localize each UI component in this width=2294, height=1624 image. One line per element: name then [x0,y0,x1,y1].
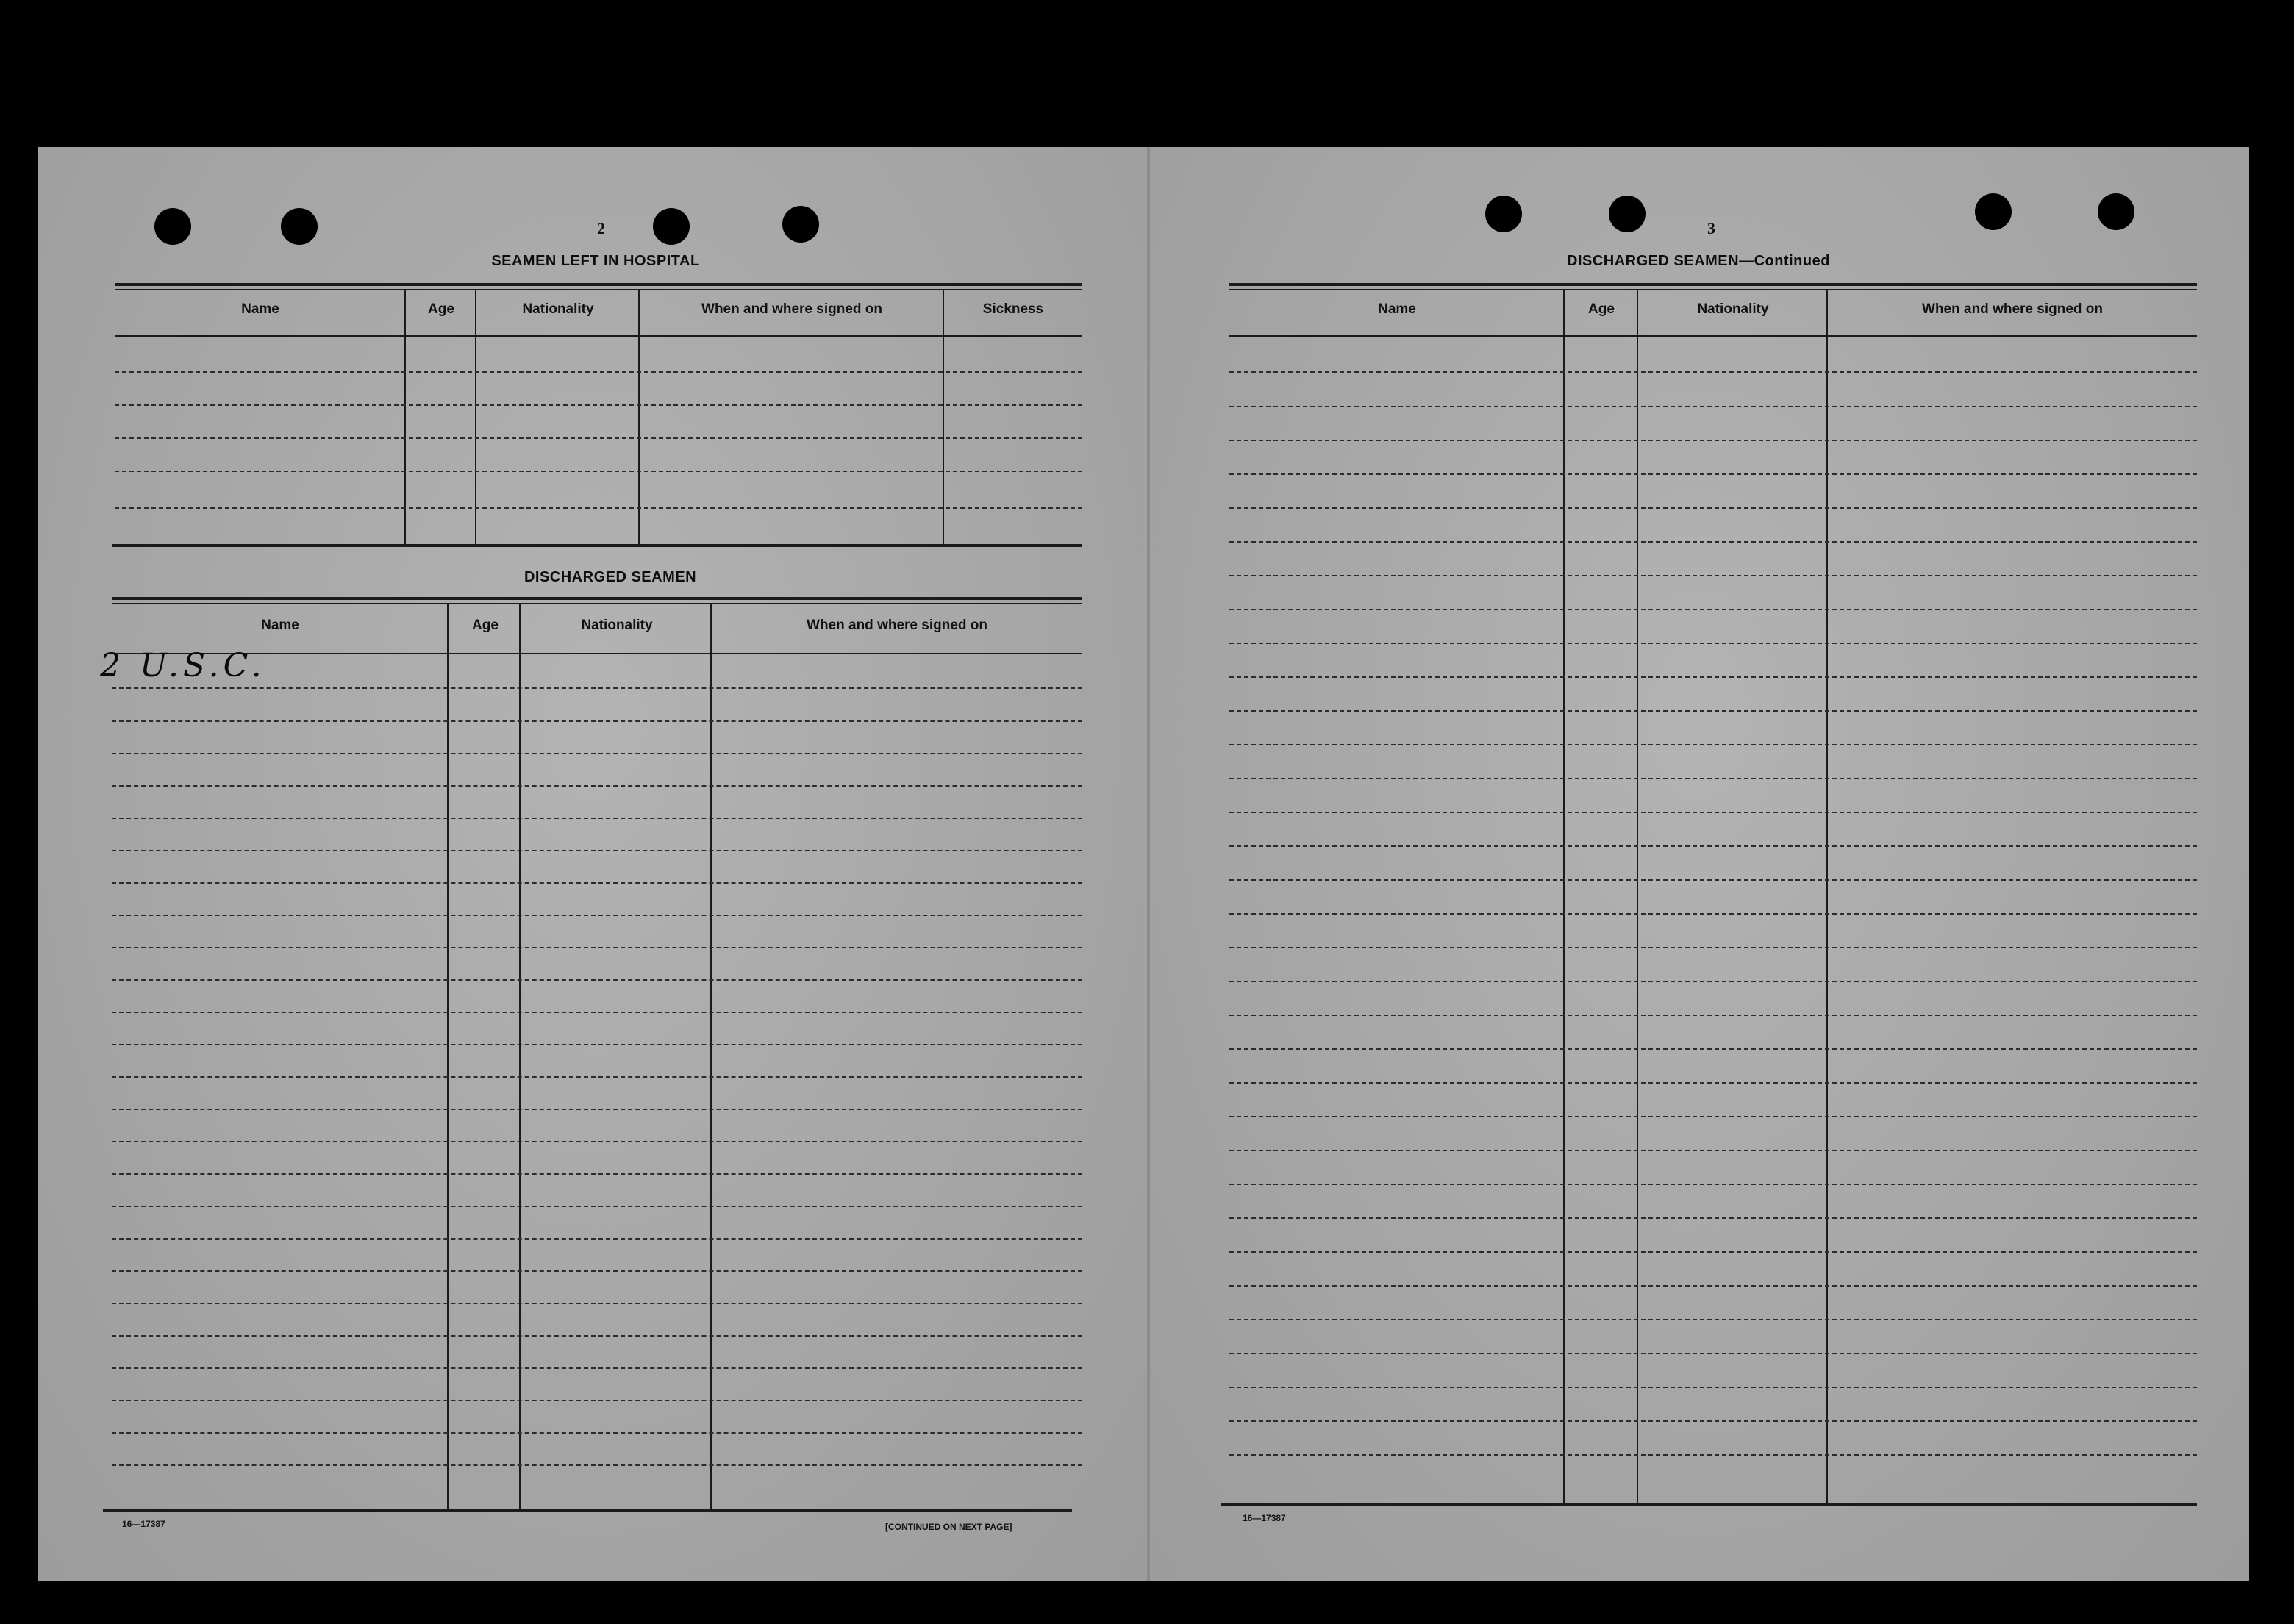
punch-hole [1975,193,2012,230]
punch-hole [2098,193,2134,230]
table-row [1229,1319,2197,1320]
column-divider [519,603,521,1509]
table-row [1229,812,2197,813]
punch-hole [281,208,318,245]
bottom-rule [1221,1503,2197,1506]
table-row [1229,1251,2197,1253]
table-row [112,687,1082,689]
table-row [1229,845,2197,847]
right-page [1148,147,2249,1581]
column-divider [1563,289,1565,1503]
table-row [1229,1454,2197,1456]
table-row [1229,947,2197,948]
table-row [1229,1048,2197,1050]
rule [1229,289,2197,290]
table-row [1229,1387,2197,1388]
table-row [115,437,1082,439]
table-row [112,1109,1082,1110]
column-header-nationality: Nationality [522,301,594,317]
column-header-name: Name [1378,301,1416,317]
table-row [112,1012,1082,1013]
table-row [1229,507,2197,509]
table-row [1229,778,2197,779]
rule [115,289,1082,290]
punch-hole [782,206,819,243]
bleed-through-shadow [176,265,1059,485]
header-rule [1229,335,2197,337]
table-row [1229,676,2197,678]
table-row [112,720,1082,722]
table-row [1229,406,2197,407]
table-row [1229,575,2197,576]
table-row [1229,1150,2197,1151]
table-row [115,471,1082,472]
table-row [112,947,1082,948]
table-row [112,1270,1082,1272]
table-row [112,1432,1082,1434]
table-row [1229,1184,2197,1185]
table-row [1229,1082,2197,1084]
table-row [112,1206,1082,1207]
column-header-signed-on: When and where signed on [1922,301,2103,317]
column-divider [447,603,449,1509]
table-row [112,1464,1082,1466]
table-row [1229,879,2197,881]
table-row [112,1044,1082,1045]
table-row [1229,643,2197,644]
punch-hole [653,208,690,245]
table-row [112,850,1082,851]
table-row [112,1173,1082,1175]
table-row [115,507,1082,509]
table-row [112,818,1082,819]
table-row [112,1303,1082,1304]
form-number: 16—17387 [1243,1513,1286,1523]
column-header-nationality: Nationality [581,618,653,633]
column-divider [1637,289,1638,1503]
table-row [1229,440,2197,441]
page-fold [1147,147,1150,1581]
table-row [115,371,1082,373]
hospital-section-title: SEAMEN LEFT IN HOSPITAL [491,253,700,269]
rule [112,597,1082,600]
table-row [1229,1015,2197,1016]
column-header-age: Age [428,301,454,317]
section-rule [112,544,1082,547]
column-header-signed-on: When and where signed on [807,618,987,633]
table-row [1229,541,2197,543]
rule [115,283,1082,286]
page-number: 3 [1707,219,1715,237]
table-row [1229,1353,2197,1354]
table-row [1229,1420,2197,1422]
column-header-age: Age [1588,301,1615,317]
punch-hole [1485,196,1522,232]
table-row [112,1141,1082,1142]
column-header-name: Name [241,301,279,317]
table-row [112,1400,1082,1401]
table-row [112,1367,1082,1369]
handwritten-entry: 2 U.S.C. [100,647,266,684]
column-header-signed-on: When and where signed on [701,301,882,317]
column-header-name: Name [261,618,299,633]
table-row [112,882,1082,884]
table-row [1229,609,2197,610]
column-header-nationality: Nationality [1697,301,1769,317]
discharged-section-title: DISCHARGED SEAMEN [524,569,697,585]
table-row [112,1335,1082,1337]
section-title: DISCHARGED SEAMEN—Continued [1567,253,1830,269]
rule [1229,283,2197,286]
table-row [1229,473,2197,475]
column-header-age: Age [472,618,499,633]
rule [112,603,1082,604]
table-row [1229,710,2197,712]
page-number: 2 [597,219,605,237]
table-row [112,979,1082,981]
table-row [1229,1285,2197,1287]
table-row [112,915,1082,916]
column-divider [710,603,712,1509]
table-row [1229,913,2197,915]
table-row [1229,981,2197,982]
table-row [112,1076,1082,1078]
table-row [112,753,1082,754]
table-row [112,785,1082,787]
table-row [112,1238,1082,1240]
punch-hole [154,208,191,245]
punch-hole [1609,196,1646,232]
table-row [1229,371,2197,373]
column-divider [1826,289,1828,1503]
table-row [1229,1217,2197,1219]
table-row [1229,744,2197,745]
column-header-sickness: Sickness [982,301,1044,317]
header-rule [115,335,1082,337]
table-row [1229,1116,2197,1117]
bottom-rule [103,1509,1072,1512]
continued-note: [CONTINUED ON NEXT PAGE] [885,1522,1012,1532]
form-number: 16—17387 [122,1519,165,1529]
table-row [115,404,1082,406]
